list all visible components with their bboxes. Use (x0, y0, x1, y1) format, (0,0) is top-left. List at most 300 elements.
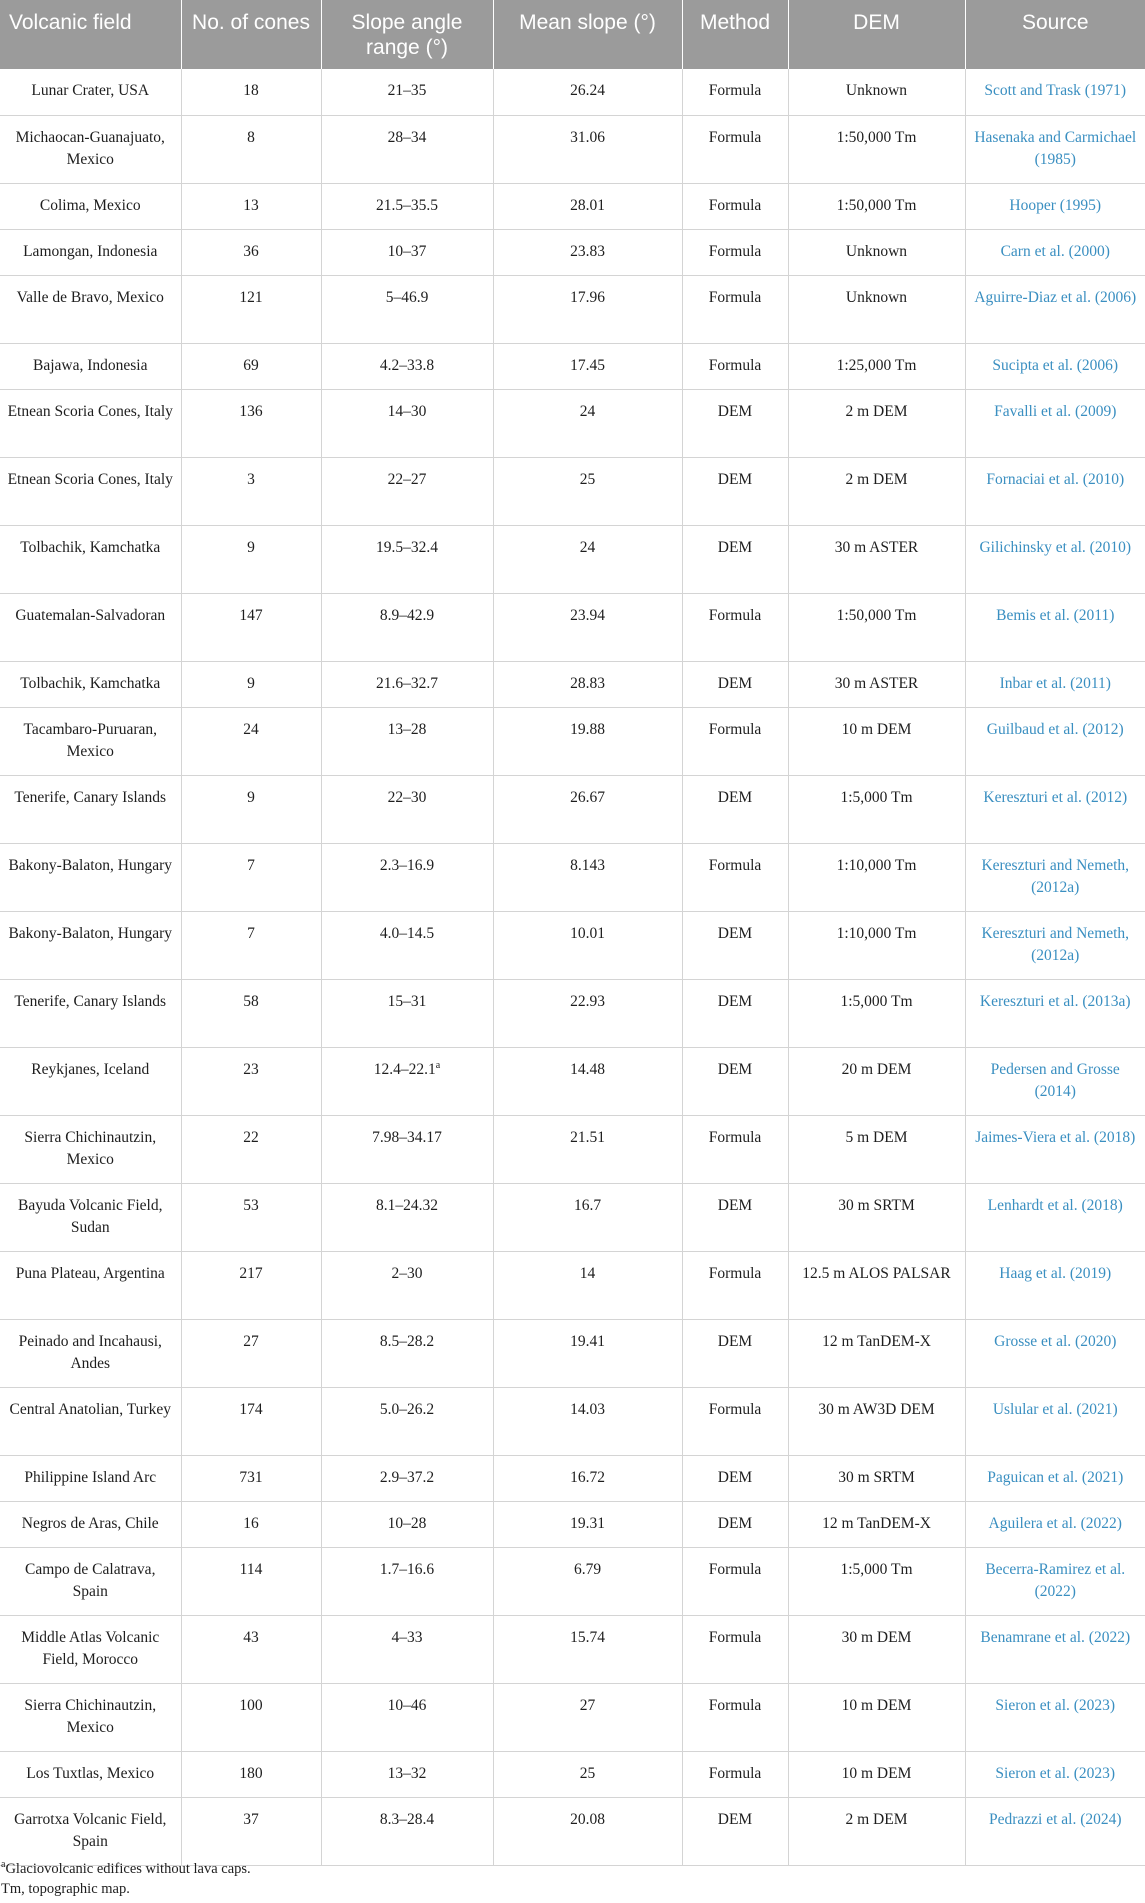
cell-field-text: Tenerife, Canary Islands (14, 992, 167, 1010)
cell-cones-text: 37 (243, 1810, 259, 1828)
cell-mean (493, 911, 682, 979)
cell-source[interactable] (965, 1319, 1145, 1387)
cell-range-text: 7.98–34.17 (372, 1128, 442, 1146)
cell-mean (493, 525, 682, 593)
cell-dem (788, 661, 965, 707)
cell-source-text: Guilbaud et al. (2012) (986, 720, 1124, 738)
table-row (0, 1251, 1145, 1319)
footnote-marker: a (435, 1059, 441, 1071)
cell-method-text: Formula (708, 82, 762, 99)
cell-mean (493, 979, 682, 1047)
cell-method-text: Formula (708, 1696, 762, 1714)
cell-method-text: DEM (717, 1060, 753, 1078)
cell-dem-text: 30 m SRTM (838, 1468, 915, 1486)
cell-field (0, 525, 181, 593)
cell-field (0, 1501, 181, 1547)
cell-source-text: Jaimes-Viera et al. (2018) (975, 1128, 1136, 1146)
cell-dem (788, 707, 965, 775)
cell-source[interactable] (965, 1387, 1145, 1455)
cell-range (321, 69, 493, 115)
cell-dem-text: 10 m DEM (841, 720, 912, 738)
cell-dem (788, 775, 965, 843)
cell-field (0, 1797, 181, 1865)
cell-range (321, 593, 493, 661)
header-row (0, 0, 1145, 69)
cell-mean-text: 16.7 (573, 1196, 602, 1214)
cell-mean-text: 19.88 (570, 720, 605, 738)
cell-dem (788, 525, 965, 593)
cell-method-text: DEM (717, 924, 753, 942)
cell-cones-text: 100 (239, 1696, 263, 1714)
table-body (0, 69, 1145, 1865)
cell-field-text: Central Anatolian, Turkey (9, 1400, 171, 1418)
cell-cones-text: 24 (243, 720, 259, 738)
cell-source[interactable] (965, 69, 1145, 115)
cell-source-text: Aguilera et al. (2022) (988, 1514, 1122, 1532)
table-row (0, 389, 1145, 457)
cell-method (682, 1751, 788, 1797)
cell-dem (788, 275, 965, 343)
cell-cones (181, 1455, 321, 1501)
cell-range-text: 4.2–33.8 (379, 356, 435, 374)
table-row (0, 1183, 1145, 1251)
cell-source-text: Hasenaka and Carmichael (1985) (974, 128, 1137, 168)
cell-range-text: 10–46 (387, 1696, 427, 1714)
cell-method (682, 229, 788, 275)
cell-dem (788, 1319, 965, 1387)
cell-cones-text: 9 (247, 538, 255, 556)
cell-source[interactable] (965, 1251, 1145, 1319)
cell-field (0, 843, 181, 911)
cell-cones-text: 18 (243, 82, 259, 99)
cell-source-text: Kereszturi et al. (2012) (983, 788, 1128, 806)
cell-cones-text: 53 (243, 1196, 259, 1214)
cell-method-text: DEM (717, 470, 753, 488)
cell-dem-text: 1:50,000 Tm (836, 196, 917, 214)
cell-dem (788, 1501, 965, 1547)
cell-field (0, 1115, 181, 1183)
cell-source-text: Pedrazzi et al. (2024) (988, 1810, 1122, 1828)
cell-field-text: Campo de Calatrava, Spain (25, 1560, 156, 1600)
cell-method-text: DEM (717, 674, 753, 692)
cell-range-text: 21.6–32.7 (376, 674, 438, 692)
cell-mean-text: 10.01 (570, 924, 605, 942)
cell-cones-text: 174 (239, 1400, 263, 1418)
cell-method (682, 183, 788, 229)
cell-cones-text: 13 (243, 196, 259, 214)
cell-dem (788, 1797, 965, 1865)
cell-dem-text: Unknown (845, 82, 908, 99)
cell-dem (788, 69, 965, 115)
cell-range-text: 22–30 (387, 788, 427, 806)
footnote-tm: Tm, topographic map. (1, 1881, 130, 1897)
table-row (0, 525, 1145, 593)
cell-source[interactable] (965, 457, 1145, 525)
cell-range-text: 8.5–28.2 (379, 1332, 435, 1350)
cell-source[interactable] (965, 979, 1145, 1047)
cell-method (682, 115, 788, 183)
cell-cones (181, 775, 321, 843)
cell-source[interactable] (965, 1047, 1145, 1115)
cell-cones (181, 707, 321, 775)
cell-field-text: Etnean Scoria Cones, Italy (7, 402, 173, 420)
cell-mean (493, 1751, 682, 1797)
cell-source[interactable] (965, 707, 1145, 775)
cell-range (321, 389, 493, 457)
cell-method-text: DEM (717, 992, 753, 1010)
table-row (0, 1547, 1145, 1615)
cell-mean (493, 343, 682, 389)
cell-field (0, 229, 181, 275)
table-row (0, 1455, 1145, 1501)
cell-mean (493, 69, 682, 115)
cell-range (321, 661, 493, 707)
cell-source[interactable] (965, 115, 1145, 183)
cell-source-text: Bemis et al. (2011) (996, 606, 1115, 624)
cell-source-text: Benamrane et al. (2022) (980, 1628, 1131, 1646)
table-row (0, 183, 1145, 229)
cell-dem-text: 1:50,000 Tm (836, 128, 917, 146)
cell-field (0, 1183, 181, 1251)
cell-field (0, 775, 181, 843)
cell-field-text: Colima, Mexico (39, 196, 141, 214)
cell-dem (788, 843, 965, 911)
cell-field-text: Valle de Bravo, Mexico (16, 288, 164, 306)
cell-source[interactable] (965, 661, 1145, 707)
cell-cones (181, 389, 321, 457)
cell-method-text: Formula (708, 1128, 762, 1146)
cell-range (321, 1751, 493, 1797)
cell-range (321, 115, 493, 183)
cell-method (682, 343, 788, 389)
cell-cones (181, 525, 321, 593)
cell-range (321, 1387, 493, 1455)
cell-mean (493, 1251, 682, 1319)
cell-source-text: Sieron et al. (2023) (995, 1696, 1116, 1714)
cell-source[interactable] (965, 183, 1145, 229)
cell-dem-text: 1:5,000 Tm (840, 788, 913, 806)
cell-method (682, 1501, 788, 1547)
cell-field (0, 707, 181, 775)
table-row (0, 1047, 1145, 1115)
cell-source[interactable] (965, 843, 1145, 911)
cell-cones (181, 843, 321, 911)
cell-dem-text: 12 m TanDEM-X (822, 1332, 931, 1350)
cell-source[interactable] (965, 1615, 1145, 1683)
cell-mean (493, 275, 682, 343)
cell-range (321, 775, 493, 843)
cell-field-text: Bayuda Volcanic Field, Sudan (17, 1196, 163, 1236)
cell-cones (181, 115, 321, 183)
cell-mean-text: 31.06 (570, 128, 605, 146)
cell-source-text: Inbar et al. (2011) (999, 674, 1111, 692)
cell-field-text: Bakony-Balaton, Hungary (8, 924, 173, 942)
cell-cones-text: 36 (243, 242, 259, 260)
cell-dem (788, 1183, 965, 1251)
cell-dem-text: 30 m ASTER (834, 538, 919, 556)
cell-mean (493, 183, 682, 229)
cell-cones-text: 7 (247, 924, 255, 942)
cell-source[interactable] (965, 389, 1145, 457)
cell-cones (181, 1319, 321, 1387)
cell-cones-text: 217 (239, 1264, 263, 1282)
cell-cones-text: 27 (243, 1332, 259, 1350)
cell-dem (788, 389, 965, 457)
cell-cones (181, 69, 321, 115)
cell-field-text: Philippine Island Arc (24, 1468, 157, 1486)
cell-field-text: Middle Atlas Volcanic Field, Morocco (21, 1628, 160, 1668)
cell-method (682, 1387, 788, 1455)
cell-dem (788, 1387, 965, 1455)
cell-cones (181, 1047, 321, 1115)
cell-cones-text: 43 (243, 1628, 259, 1646)
cell-dem-text: 2 m DEM (845, 402, 908, 420)
cell-mean-text: 16.72 (570, 1468, 605, 1486)
cell-mean (493, 1455, 682, 1501)
cell-method (682, 525, 788, 593)
cell-source[interactable] (965, 343, 1145, 389)
cell-field (0, 457, 181, 525)
cell-field-text: Reykjanes, Iceland (31, 1060, 150, 1078)
cell-field-text: Tenerife, Canary Islands (14, 788, 167, 806)
cell-range (321, 1501, 493, 1547)
cell-field (0, 1319, 181, 1387)
cell-mean (493, 115, 682, 183)
cell-field-text: Sierra Chichinautzin, Mexico (24, 1128, 157, 1168)
cell-range-text: 2.3–16.9 (379, 856, 435, 874)
table-row (0, 229, 1145, 275)
cell-dem-text: 30 m AW3D DEM (818, 1400, 935, 1418)
table-row (0, 661, 1145, 707)
cell-cones-text: 9 (247, 788, 255, 806)
cell-range (321, 843, 493, 911)
cell-range-text: 8.9–42.9 (379, 606, 435, 624)
cell-range-text: 5.0–26.2 (379, 1400, 435, 1418)
footnote-a-text: Glaciovolcanic edifices without lava caps. (5, 1861, 251, 1877)
cell-method-text: Formula (708, 856, 762, 874)
cell-method-text: DEM (717, 1196, 753, 1214)
cell-method-text: DEM (717, 538, 753, 556)
cell-source[interactable] (965, 1183, 1145, 1251)
cell-range (321, 1797, 493, 1865)
table-row (0, 979, 1145, 1047)
cell-mean-text: 22.93 (570, 992, 605, 1010)
cell-source[interactable] (965, 275, 1145, 343)
cell-cones (181, 457, 321, 525)
cell-mean (493, 1387, 682, 1455)
footnote-a-mark: a (1, 1859, 6, 1871)
cell-cones-text: 7 (247, 856, 255, 874)
table-row (0, 707, 1145, 775)
cell-source-text: Fornaciai et al. (2010) (986, 470, 1125, 488)
cell-mean (493, 1797, 682, 1865)
cell-source-text: Sieron et al. (2023) (995, 1764, 1116, 1782)
cell-field (0, 115, 181, 183)
cell-cones-text: 180 (239, 1764, 263, 1782)
header-mean-slope: Mean slope (°) (493, 0, 682, 69)
cell-field-text: Tacambaro-Puruaran, Mexico (23, 720, 158, 760)
cell-mean-text: 23.83 (570, 242, 605, 260)
cell-source[interactable] (965, 593, 1145, 661)
cell-cones (181, 661, 321, 707)
cell-method-text: DEM (717, 1332, 753, 1350)
cell-cones-text: 58 (243, 992, 259, 1010)
cell-source[interactable] (965, 911, 1145, 979)
cell-dem (788, 1683, 965, 1751)
cell-mean-text: 26.67 (570, 788, 605, 806)
cell-mean (493, 593, 682, 661)
cell-mean-text: 24 (579, 402, 596, 420)
cell-method-text: Formula (708, 1628, 762, 1646)
cell-method (682, 1047, 788, 1115)
cell-source-text: Lenhardt et al. (2018) (987, 1196, 1123, 1214)
cell-method (682, 593, 788, 661)
cell-source[interactable] (965, 1115, 1145, 1183)
cell-mean-text: 20.08 (570, 1810, 605, 1828)
cell-mean-text: 25 (579, 470, 596, 488)
cell-cones-text: 22 (243, 1128, 259, 1146)
cell-field-text: Garrotxa Volcanic Field, Spain (14, 1810, 167, 1850)
cell-dem (788, 183, 965, 229)
cell-dem (788, 1455, 965, 1501)
cell-cones (181, 1183, 321, 1251)
cell-source[interactable] (965, 525, 1145, 593)
cell-source-text: Carn et al. (2000) (1000, 242, 1110, 260)
cell-source-text: Becerra-Ramirez et al. (2022) (985, 1560, 1126, 1600)
table-row (0, 115, 1145, 183)
cell-range (321, 525, 493, 593)
cell-method-text: DEM (717, 1468, 753, 1486)
cell-mean-text: 25 (579, 1764, 596, 1782)
cell-dem (788, 229, 965, 275)
cell-method (682, 1115, 788, 1183)
table-row (0, 1683, 1145, 1751)
cell-mean (493, 1319, 682, 1387)
cell-source[interactable] (965, 1797, 1145, 1865)
cell-dem (788, 593, 965, 661)
cell-method-text: DEM (717, 1810, 753, 1828)
cell-method (682, 389, 788, 457)
cell-range (321, 979, 493, 1047)
cell-mean-text: 23.94 (570, 606, 605, 624)
table-footnotes (0, 1859, 1145, 1899)
cell-range-text: 22–27 (387, 470, 427, 488)
cell-field-text: Peinado and Incahausi, Andes (18, 1332, 162, 1372)
cell-dem-text: 1:50,000 Tm (836, 606, 917, 624)
cell-source-text: Scott and Trask (1971) (984, 82, 1127, 99)
cell-dem-text: 2 m DEM (845, 470, 908, 488)
cell-range (321, 1183, 493, 1251)
cell-mean-text: 28.83 (570, 674, 605, 692)
cell-cones (181, 593, 321, 661)
cell-cones-text: 23 (243, 1060, 259, 1078)
cell-range-text: 12.4–22.1 (373, 1060, 436, 1078)
cell-cones (181, 1115, 321, 1183)
cell-dem-text: 10 m DEM (841, 1696, 912, 1714)
cell-mean-text: 17.45 (570, 356, 605, 374)
cell-cones (181, 343, 321, 389)
cell-range-text: 13–32 (387, 1764, 427, 1782)
cell-field-text: Etnean Scoria Cones, Italy (7, 470, 173, 488)
cell-cones (181, 1615, 321, 1683)
table-row (0, 843, 1145, 911)
cell-source[interactable] (965, 775, 1145, 843)
cell-mean (493, 1615, 682, 1683)
cell-range (321, 911, 493, 979)
cell-range-text: 28–34 (387, 128, 427, 146)
cell-source-text: Grosse et al. (2020) (994, 1332, 1117, 1350)
cell-range (321, 1115, 493, 1183)
cell-field (0, 1455, 181, 1501)
cell-dem-text: 1:25,000 Tm (836, 356, 917, 374)
cell-source[interactable] (965, 1547, 1145, 1615)
cell-cones (181, 1251, 321, 1319)
cell-field (0, 69, 181, 115)
cell-range-text: 5–46.9 (385, 288, 429, 306)
cell-field-text: Puna Plateau, Argentina (15, 1264, 165, 1282)
table-row (0, 1501, 1145, 1547)
cell-source[interactable] (965, 1751, 1145, 1797)
cell-method (682, 457, 788, 525)
cell-mean (493, 1547, 682, 1615)
cell-mean (493, 775, 682, 843)
cell-range-text: 15–31 (387, 992, 427, 1010)
cell-source[interactable] (965, 1501, 1145, 1547)
cell-field-text: Michaocan-Guanajuato, Mexico (15, 128, 165, 168)
cell-method-text: Formula (708, 1764, 762, 1782)
cell-cones (181, 1501, 321, 1547)
table-row (0, 1797, 1145, 1865)
cell-source-text: Kereszturi and Nemeth, (2012a) (981, 856, 1130, 896)
cell-mean (493, 457, 682, 525)
cell-method-text: DEM (717, 1514, 753, 1532)
cell-method (682, 1183, 788, 1251)
cell-method-text: Formula (708, 242, 762, 260)
cell-dem-text: 5 m DEM (845, 1128, 908, 1146)
cell-field (0, 1387, 181, 1455)
cell-mean-text: 28.01 (570, 196, 605, 214)
cell-dem (788, 1615, 965, 1683)
cell-field-text: Guatemalan-Salvadoran (15, 606, 166, 624)
cell-dem-text: 10 m DEM (841, 1764, 912, 1782)
cell-range-text: 8.1–24.32 (376, 1196, 438, 1214)
cell-dem-text: 20 m DEM (841, 1060, 912, 1078)
cell-field-text: Tolbachik, Kamchatka (20, 674, 161, 692)
cell-method-text: Formula (708, 128, 762, 146)
header-slope-angle-range: Slope angle range (°) (321, 0, 493, 69)
cell-source[interactable] (965, 229, 1145, 275)
cell-mean (493, 1501, 682, 1547)
cell-method-text: Formula (708, 720, 762, 738)
header-method: Method (682, 0, 788, 69)
cell-source[interactable] (965, 1683, 1145, 1751)
cell-field (0, 1047, 181, 1115)
cell-method-text: Formula (708, 1560, 762, 1578)
cell-source[interactable] (965, 1455, 1145, 1501)
cell-field (0, 661, 181, 707)
table-row (0, 1615, 1145, 1683)
cell-dem-text: 1:10,000 Tm (836, 856, 917, 874)
cell-field-text: Bajawa, Indonesia (33, 356, 148, 374)
cell-cones-text: 69 (243, 356, 259, 374)
cell-range-text: 1.7–16.6 (379, 1560, 435, 1578)
cell-method (682, 707, 788, 775)
cell-field (0, 911, 181, 979)
cell-mean (493, 229, 682, 275)
cell-field-text: Sierra Chichinautzin, Mexico (24, 1696, 157, 1736)
cell-method (682, 911, 788, 979)
cell-range (321, 1047, 493, 1115)
